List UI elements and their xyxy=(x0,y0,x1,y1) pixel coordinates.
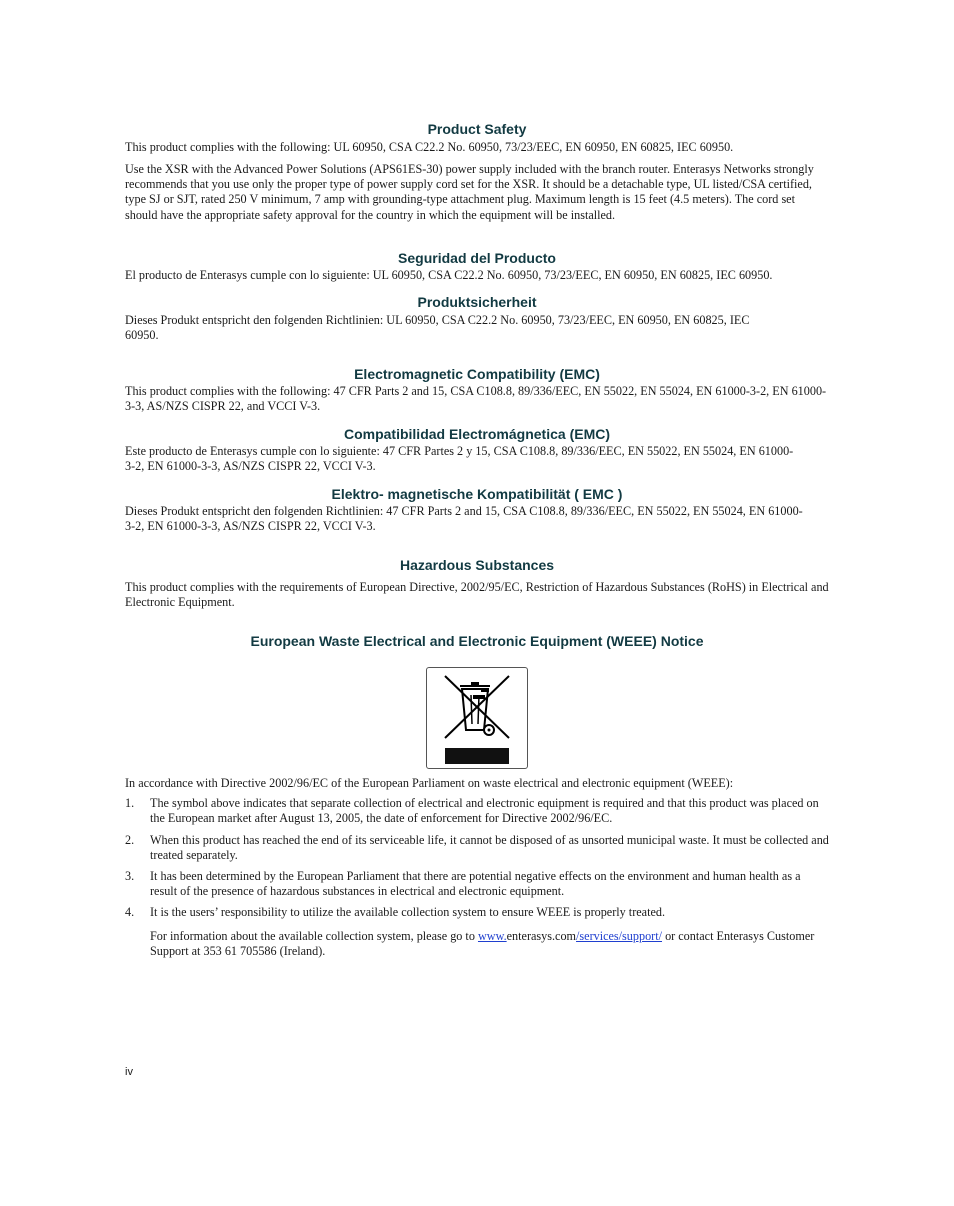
emc-es-compliance: Este producto de Enterasys cumple con lo siguiente: 47 CFR Partes 2 y 15, CSA C108.8, 89/336/EEC, EN 55022, EN 55024, EN 61000-3-2, EN 61000-3-3, AS/NZS CISPR 22, VCCI V-3. xyxy=(125,444,794,474)
crossed-out-wheelie-bin-icon xyxy=(427,668,527,768)
emc-compliance: This product complies with the following: 47 CFR Parts 2 and 15, CSA C108.8, 89/336/EEC, EN 55022, EN 55024, EN 61000-3-2, EN 61000-3-3, AS/NZS CISPR 22, and VCCI V-3. xyxy=(125,384,827,414)
emc-de-compliance: Dieses Produkt entspricht den folgenden Richtlinien: 47 CFR Parts 2 and 15, CSA C108.8, 89/336/EEC, EN 55022, EN 55024, EN 61000-3-2, EN 61000-3-3, AS/NZS CISPR 22, VCCI V-3. xyxy=(125,504,803,534)
list-item-number: 4. xyxy=(125,905,135,919)
heading-weee: European Waste Electrical and Electronic Equipment (WEEE) Notice xyxy=(250,633,704,649)
weee-intro: In accordance with Directive 2002/96/EC of the European Parliament on waste electrical and electronic equipment (WEEE): xyxy=(125,776,734,790)
heading-seguridad: Seguridad del Producto xyxy=(398,250,556,266)
list-item-text: It has been determined by the European Parliament that there are potential negative effects on the environment and human health as a result of the presence of hazardous substances in electrical and electronic equipment. xyxy=(150,869,801,899)
heading-hazardous: Hazardous Substances xyxy=(399,557,555,573)
contact-text-after: or contact Enterasys Customer Support at 353 61 705586 (Ireland). xyxy=(150,929,815,959)
list-item-text: It is the users’ responsibility to utilize the available collection system to ensure WEEE is properly treated. xyxy=(150,905,666,919)
heading-product-safety: Product Safety xyxy=(427,121,527,137)
hazardous-compliance: This product complies with the requirements of European Directive, 2002/95/EC, Restriction of Hazardous Substances (RoHS) in Electrical and Electronic Equipment. xyxy=(125,580,829,610)
contact-text-before: For information about the available collection system, please go to xyxy=(150,929,478,943)
list-item-number: 1. xyxy=(125,796,135,810)
contact-domain: enterasys.com xyxy=(506,929,577,943)
weee-contact-info xyxy=(150,929,830,959)
list-item-number: 3. xyxy=(125,869,135,883)
list-item-text: When this product has reached the end of its serviceable life, it cannot be disposed of as unsorted municipal waste. It must be collected and treated separately. xyxy=(150,833,829,863)
heading-emc-de: Elektro- magnetische Kompatibilität ( EMC ) xyxy=(331,486,623,502)
produktsicherheit-compliance: Dieses Produkt entspricht den folgenden Richtlinien: UL 60950, CSA C22.2 No. 60950, 73/23/EEC, EN 60950, EN 60825, IEC 60950. xyxy=(125,313,750,343)
weee-symbol-frame xyxy=(426,667,528,769)
product-safety-power-supply: Use the XSR with the Advanced Power Solutions (APS61ES-30) power supply included with the branch router. Enterasys Networks strongly recommends that you use only the proper type of power supply cord set for the XSR. It should be a detachable type, UL listed/CSA certified, type SJ or SJT, rated 250 V minimum, 7 amp with grounding-type attachment plug. Maximum length is 15 feet (4.5 meters). The cord set should have the appropriate safety approval for the country in which the equipment will be installed. xyxy=(125,162,814,222)
product-safety-compliance: This product complies with the following: UL 60950, CSA C22.2 No. 60950, 73/23/EEC, EN 60950, EN 60825, IEC 60950. xyxy=(125,140,734,154)
list-item-number: 2. xyxy=(125,833,135,847)
page-number: iv xyxy=(125,1066,133,1078)
list-item-text: The symbol above indicates that separate collection of electrical and electronic equipment is required and that this product was placed on the European market after August 13, 2005, the date of enforcement for Directive 2002/96/EC. xyxy=(150,796,819,826)
heading-emc: Electromagnetic Compatibility (EMC) xyxy=(354,366,600,382)
heading-produktsicherheit: Produktsicherheit xyxy=(417,294,537,310)
services-support-link[interactable]: /services/support/ xyxy=(576,929,663,943)
seguridad-compliance: El producto de Enterasys cumple con lo siguiente: UL 60950, CSA C22.2 No. 60950, 73/23/EEC, EN 60950, EN 60825, IEC 60950. xyxy=(125,268,773,282)
www-link[interactable]: www. xyxy=(477,929,507,943)
heading-emc-es: Compatibilidad Electromágnetica (EMC) xyxy=(343,426,611,442)
